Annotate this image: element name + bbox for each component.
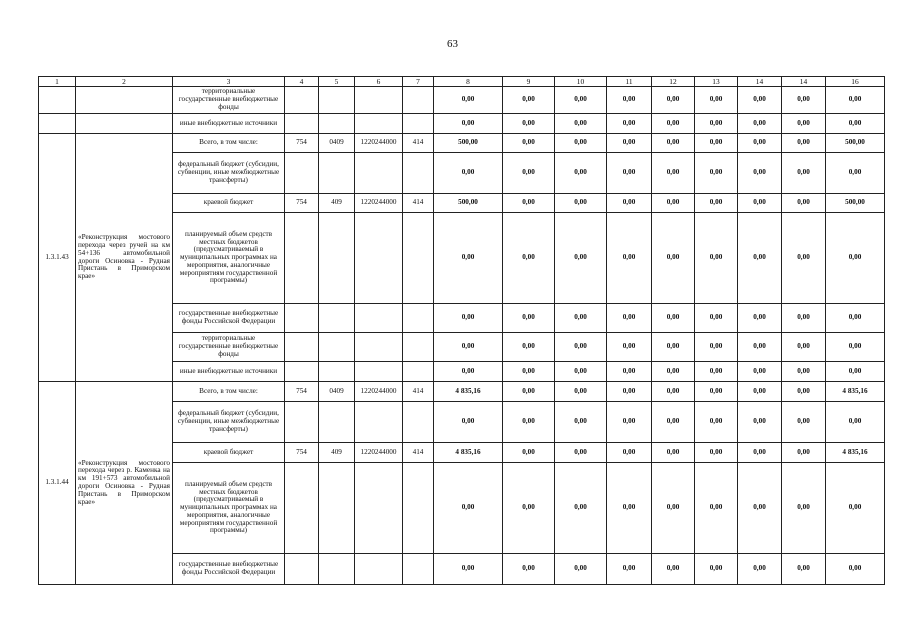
value-cell: 0,00 [503, 362, 555, 382]
empty-code-cell [319, 554, 355, 585]
column-header: 11 [607, 77, 652, 87]
value-cell: 0,00 [738, 554, 782, 585]
column-header: 10 [555, 77, 607, 87]
value-cell: 0,00 [695, 153, 738, 194]
empty-code-cell [285, 153, 319, 194]
empty-code-cell [285, 463, 319, 554]
source-label: государственные внебюджетные фонды Российской Федерации [173, 554, 285, 585]
table-row [39, 87, 885, 114]
value-cell: 0,00 [555, 382, 607, 402]
budget-table [38, 76, 885, 585]
empty-code-cell [285, 87, 319, 114]
empty-code-cell [403, 87, 434, 114]
value-cell: 0,00 [555, 362, 607, 382]
column-header: 2 [76, 77, 173, 87]
value-cell: 0,00 [503, 114, 555, 134]
empty-code-cell [403, 304, 434, 333]
empty-code-cell [285, 362, 319, 382]
empty-code-cell [355, 463, 403, 554]
value-cell: 0,00 [503, 304, 555, 333]
value-cell: 0,00 [782, 382, 826, 402]
item-code: 1.3.1.43 [39, 134, 76, 382]
column-header: 1 [39, 77, 76, 87]
value-cell: 4 835,16 [434, 382, 503, 402]
value-cell: 0,00 [782, 443, 826, 463]
grbs-code: 754 [285, 382, 319, 402]
value-cell: 0,00 [607, 304, 652, 333]
empty-code-cell [355, 554, 403, 585]
value-cell: 0,00 [555, 87, 607, 114]
empty-code-cell [403, 333, 434, 362]
item-name: «Реконструкция мостового перехода через ручей на км 54+136 автомобильной дороги Осиновка - Рудная Пристань в Приморском крае» [76, 134, 173, 382]
source-label: государственные внебюджетные фонды Российской Федерации [173, 304, 285, 333]
source-label: иные внебюджетные источники [173, 114, 285, 134]
empty-code-cell [355, 114, 403, 134]
value-cell: 0,00 [695, 213, 738, 304]
empty-code-cell [403, 153, 434, 194]
value-cell: 0,00 [555, 463, 607, 554]
value-cell: 0,00 [607, 87, 652, 114]
item-code: 1.3.1.44 [39, 382, 76, 585]
empty-code-cell [319, 213, 355, 304]
value-cell: 0,00 [555, 213, 607, 304]
csr-code: 1220244000 [355, 134, 403, 153]
item-code-cell [39, 114, 76, 134]
value-cell: 4 835,16 [434, 443, 503, 463]
csr-code: 1220244000 [355, 382, 403, 402]
value-cell: 0,00 [695, 114, 738, 134]
empty-code-cell [355, 333, 403, 362]
page-number: 63 [447, 38, 458, 50]
value-cell: 0,00 [738, 114, 782, 134]
source-label: территориальные государственные внебюджетные фонды [173, 333, 285, 362]
table-row [39, 114, 885, 134]
empty-code-cell [319, 402, 355, 443]
column-header: 16 [826, 77, 885, 87]
source-label: краевой бюджет [173, 194, 285, 213]
empty-code-cell [355, 213, 403, 304]
value-cell: 0,00 [555, 443, 607, 463]
value-cell: 0,00 [434, 114, 503, 134]
value-cell: 0,00 [782, 87, 826, 114]
value-cell: 0,00 [782, 194, 826, 213]
column-header: 8 [434, 77, 503, 87]
value-cell: 0,00 [503, 134, 555, 153]
value-cell: 0,00 [738, 87, 782, 114]
value-cell: 0,00 [555, 194, 607, 213]
empty-code-cell [319, 114, 355, 134]
empty-code-cell [319, 362, 355, 382]
empty-code-cell [285, 333, 319, 362]
column-header: 14 [738, 77, 782, 87]
empty-code-cell [403, 463, 434, 554]
rzpr-code: 0409 [319, 134, 355, 153]
value-cell: 500,00 [434, 134, 503, 153]
value-cell: 0,00 [607, 194, 652, 213]
rzpr-code: 0409 [319, 382, 355, 402]
value-cell: 0,00 [434, 153, 503, 194]
value-cell: 0,00 [652, 153, 695, 194]
column-header: 4 [285, 77, 319, 87]
table-row [39, 382, 885, 402]
value-cell: 0,00 [652, 554, 695, 585]
value-cell: 0,00 [826, 114, 885, 134]
value-cell: 0,00 [607, 134, 652, 153]
value-cell: 0,00 [434, 304, 503, 333]
empty-code-cell [319, 153, 355, 194]
empty-code-cell [403, 402, 434, 443]
value-cell: 0,00 [434, 87, 503, 114]
value-cell: 0,00 [652, 402, 695, 443]
value-cell: 500,00 [434, 194, 503, 213]
value-cell: 0,00 [652, 463, 695, 554]
value-cell: 0,00 [782, 402, 826, 443]
value-cell: 0,00 [652, 304, 695, 333]
value-cell: 0,00 [555, 304, 607, 333]
value-cell: 0,00 [738, 213, 782, 304]
value-cell: 0,00 [826, 153, 885, 194]
empty-code-cell [403, 362, 434, 382]
value-cell: 0,00 [782, 463, 826, 554]
value-cell: 0,00 [782, 333, 826, 362]
value-cell: 0,00 [607, 114, 652, 134]
empty-code-cell [319, 463, 355, 554]
value-cell: 0,00 [738, 333, 782, 362]
empty-code-cell [355, 87, 403, 114]
table-row [39, 134, 885, 153]
value-cell: 0,00 [652, 333, 695, 362]
value-cell: 0,00 [555, 402, 607, 443]
value-cell: 0,00 [652, 87, 695, 114]
source-label: федеральный бюджет (субсидии, субвенции, иные межбюджетные трансферты) [173, 153, 285, 194]
value-cell: 0,00 [695, 443, 738, 463]
empty-code-cell [403, 114, 434, 134]
rzpr-code: 409 [319, 194, 355, 213]
value-cell: 0,00 [607, 402, 652, 443]
value-cell: 0,00 [503, 333, 555, 362]
value-cell: 0,00 [738, 463, 782, 554]
value-cell: 0,00 [555, 134, 607, 153]
value-cell: 0,00 [695, 463, 738, 554]
empty-code-cell [319, 87, 355, 114]
value-cell: 0,00 [652, 194, 695, 213]
empty-code-cell [319, 333, 355, 362]
value-cell: 0,00 [607, 362, 652, 382]
vr-code: 414 [403, 443, 434, 463]
value-cell: 0,00 [607, 333, 652, 362]
value-cell: 0,00 [695, 333, 738, 362]
value-cell: 0,00 [782, 114, 826, 134]
value-cell: 0,00 [503, 194, 555, 213]
value-cell: 0,00 [434, 213, 503, 304]
value-cell: 0,00 [607, 463, 652, 554]
empty-code-cell [355, 402, 403, 443]
source-label: планируемый объем средств местных бюджетов (предусматриваемый в муниципальных программах на мероприятия, аналогичные мероприятиям государственной программы) [173, 213, 285, 304]
grbs-code: 754 [285, 443, 319, 463]
value-cell: 0,00 [695, 362, 738, 382]
value-cell: 0,00 [555, 153, 607, 194]
value-cell: 0,00 [434, 554, 503, 585]
column-header: 13 [695, 77, 738, 87]
value-cell: 0,00 [503, 213, 555, 304]
value-cell: 0,00 [826, 333, 885, 362]
source-label: иные внебюджетные источники [173, 362, 285, 382]
value-cell: 0,00 [434, 463, 503, 554]
value-cell: 0,00 [503, 153, 555, 194]
value-cell: 4 835,16 [826, 382, 885, 402]
column-header: 5 [319, 77, 355, 87]
value-cell: 0,00 [782, 213, 826, 304]
value-cell: 0,00 [826, 362, 885, 382]
column-header: 12 [652, 77, 695, 87]
value-cell: 0,00 [652, 382, 695, 402]
value-cell: 4 835,16 [826, 443, 885, 463]
value-cell: 0,00 [695, 402, 738, 443]
empty-code-cell [403, 554, 434, 585]
source-label: территориальные государственные внебюджетные фонды [173, 87, 285, 114]
value-cell: 0,00 [826, 463, 885, 554]
value-cell: 0,00 [652, 362, 695, 382]
empty-code-cell [355, 304, 403, 333]
empty-code-cell [403, 213, 434, 304]
value-cell: 0,00 [503, 402, 555, 443]
csr-code: 1220244000 [355, 194, 403, 213]
value-cell: 0,00 [695, 134, 738, 153]
empty-code-cell [285, 213, 319, 304]
source-label: федеральный бюджет (субсидии, субвенции, иные межбюджетные трансферты) [173, 402, 285, 443]
value-cell: 0,00 [555, 114, 607, 134]
vr-code: 414 [403, 382, 434, 402]
column-header: 9 [503, 77, 555, 87]
item-name: «Реконструкция мостового перехода через р. Каменка на км 191+573 автомобильной дороги Осиновка - Рудная Пристань в Приморском крае» [76, 382, 173, 585]
rzpr-code: 409 [319, 443, 355, 463]
value-cell: 0,00 [434, 362, 503, 382]
value-cell: 0,00 [607, 382, 652, 402]
value-cell: 0,00 [434, 402, 503, 443]
value-cell: 0,00 [695, 87, 738, 114]
empty-code-cell [285, 554, 319, 585]
value-cell: 0,00 [782, 362, 826, 382]
header-row [39, 77, 885, 87]
value-cell: 0,00 [738, 402, 782, 443]
column-header: 6 [355, 77, 403, 87]
value-cell: 0,00 [503, 443, 555, 463]
item-name-cell [76, 87, 173, 114]
value-cell: 0,00 [695, 554, 738, 585]
value-cell: 0,00 [555, 333, 607, 362]
value-cell: 0,00 [738, 362, 782, 382]
value-cell: 0,00 [695, 194, 738, 213]
item-code-cell [39, 87, 76, 114]
value-cell: 0,00 [738, 194, 782, 213]
grbs-code: 754 [285, 134, 319, 153]
value-cell: 0,00 [607, 554, 652, 585]
vr-code: 414 [403, 194, 434, 213]
value-cell: 0,00 [652, 114, 695, 134]
empty-code-cell [319, 304, 355, 333]
value-cell: 0,00 [652, 134, 695, 153]
empty-code-cell [355, 153, 403, 194]
value-cell: 0,00 [503, 554, 555, 585]
value-cell: 0,00 [826, 304, 885, 333]
value-cell: 0,00 [738, 153, 782, 194]
value-cell: 0,00 [503, 382, 555, 402]
empty-code-cell [355, 362, 403, 382]
value-cell: 500,00 [826, 194, 885, 213]
value-cell: 0,00 [782, 153, 826, 194]
value-cell: 0,00 [782, 304, 826, 333]
csr-code: 1220244000 [355, 443, 403, 463]
empty-code-cell [285, 304, 319, 333]
value-cell: 0,00 [782, 134, 826, 153]
source-label: Всего, в том числе: [173, 134, 285, 153]
column-header: 14 [782, 77, 826, 87]
value-cell: 0,00 [826, 554, 885, 585]
vr-code: 414 [403, 134, 434, 153]
value-cell: 0,00 [782, 554, 826, 585]
value-cell: 0,00 [434, 333, 503, 362]
value-cell: 0,00 [738, 304, 782, 333]
item-name-cell [76, 114, 173, 134]
value-cell: 0,00 [738, 134, 782, 153]
grbs-code: 754 [285, 194, 319, 213]
value-cell: 0,00 [826, 213, 885, 304]
value-cell: 0,00 [555, 554, 607, 585]
empty-code-cell [285, 114, 319, 134]
value-cell: 0,00 [503, 463, 555, 554]
value-cell: 0,00 [607, 213, 652, 304]
value-cell: 0,00 [652, 443, 695, 463]
column-header: 3 [173, 77, 285, 87]
value-cell: 0,00 [738, 443, 782, 463]
value-cell: 0,00 [695, 382, 738, 402]
value-cell: 0,00 [503, 87, 555, 114]
value-cell: 0,00 [826, 87, 885, 114]
empty-code-cell [285, 402, 319, 443]
source-label: Всего, в том числе: [173, 382, 285, 402]
value-cell: 500,00 [826, 134, 885, 153]
value-cell: 0,00 [826, 402, 885, 443]
source-label: планируемый объем средств местных бюджетов (предусматриваемый в муниципальных программах на мероприятия, аналогичные мероприятиям государственной программы) [173, 463, 285, 554]
value-cell: 0,00 [652, 213, 695, 304]
column-header: 7 [403, 77, 434, 87]
value-cell: 0,00 [607, 153, 652, 194]
source-label: краевой бюджет [173, 443, 285, 463]
value-cell: 0,00 [738, 382, 782, 402]
value-cell: 0,00 [695, 304, 738, 333]
value-cell: 0,00 [607, 443, 652, 463]
